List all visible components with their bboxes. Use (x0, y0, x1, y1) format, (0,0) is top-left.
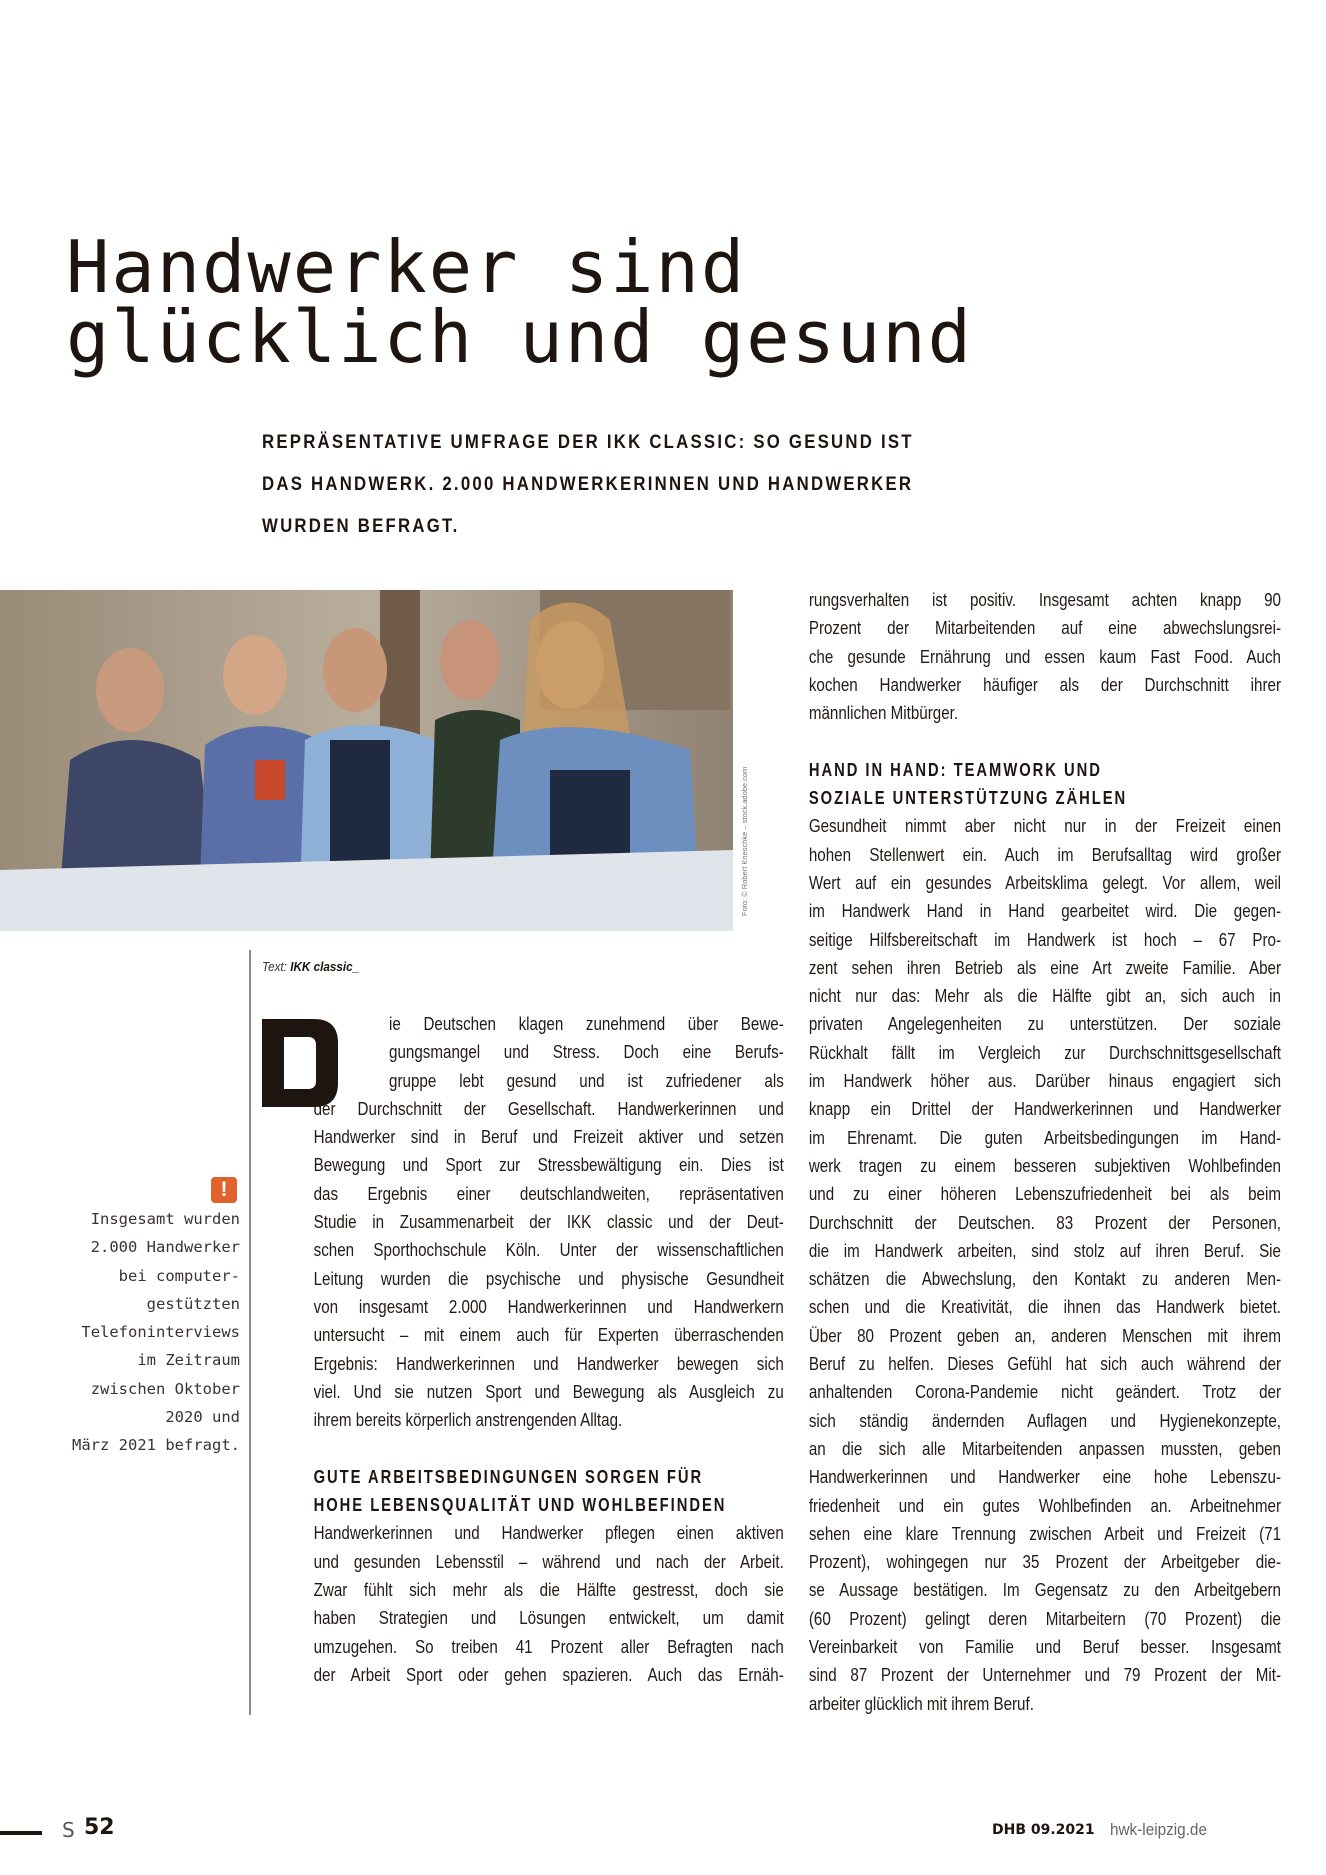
right-column (757, 586, 1282, 1718)
body-line: Handwerkerinnen und Handwerker eine hohe Lebenszu- (808, 1466, 1282, 1488)
body-line: Prozent der Mitarbeitenden auf eine abwechslungsrei- (808, 617, 1282, 639)
section-heading: HOHE LEBENSQUALITÄT UND WOHLBEFINDEN (313, 1495, 727, 1516)
body-line: gruppe lebt gesund und ist zufriedener als (389, 1069, 784, 1091)
info-sidebar (52, 1205, 240, 1460)
sidebar-line: März 2021 befragt. (72, 1436, 240, 1455)
body-line: sehen eine klare Trennung zwischen Arbeit und Freizeit (71 (808, 1522, 1282, 1544)
sidebar-line: Telefoninterviews (81, 1323, 240, 1342)
body-line: und gesunden Lebensstil – während und nach der Arbeit. (313, 1550, 784, 1572)
body-line: Handwerkerinnen und Handwerker pflegen einen aktiven (313, 1522, 784, 1544)
body-line: che gesunde Ernährung und essen kaum Fast Food. Auch (808, 645, 1282, 667)
body-line: untersucht – mit einem auch für Experten überraschenden (313, 1324, 784, 1346)
sidebar-line: bei computer- (118, 1266, 240, 1285)
section-heading: SOZIALE UNTERSTÜTZUNG ZÄHLEN (808, 788, 1128, 809)
sidebar-line: zwischen Oktober (90, 1379, 240, 1398)
body-line: die im Handwerk arbeiten, sind stolz auf ihren Beruf. Sie (808, 1239, 1282, 1261)
body-line: und zu einer höheren Lebenszufriedenheit bei als beim (808, 1183, 1282, 1205)
body-line: Ergebnis: Handwerkerinnen und Handwerker bewegen sich (313, 1352, 784, 1374)
body-line: Prozent), wohingegen nur 35 Prozent der Arbeitgeber die- (808, 1551, 1282, 1573)
body-line: schen Sporthochschule Köln. Unter der wissenschaftlichen (313, 1239, 784, 1261)
body-line: schen und die Kreativität, die ihnen das Handwerk bietet. (808, 1296, 1282, 1318)
body-line: der Arbeit Sport oder gehen spazieren. Auch das Ernäh- (313, 1663, 784, 1685)
body-line: zent sehen ihren Betrieb als eine Art zweite Familie. Aber (808, 956, 1282, 978)
body-line: arbeiter glücklich mit ihrem Beruf. (808, 1692, 1034, 1714)
byline-label: Text: (262, 959, 291, 974)
body-line: Studie in Zusammenarbeit der IKK classic und der Deut- (313, 1211, 784, 1233)
body-line: Zwar fühlt sich mehr als die Hälfte gestresst, doch sie (313, 1578, 784, 1600)
body-line: sind 87 Prozent der Unternehmer und 79 Prozent der Mit- (808, 1664, 1282, 1686)
body-line: nicht nur das: Mehr als die Hälfte gibt an, sich auch in (808, 985, 1282, 1007)
body-line: gungsmangel und Stress. Doch eine Berufs- (389, 1041, 784, 1063)
exclamation-icon: ! (211, 1177, 237, 1203)
byline (262, 959, 359, 974)
page-prefix: S (62, 1818, 75, 1842)
sidebar-line: Insgesamt wurden (90, 1210, 240, 1228)
body-line: Vereinbarkeit von Familie und Beruf besser. Insgesamt (808, 1635, 1282, 1657)
body-line: ie Deutschen klagen zunehmend über Bewe- (389, 1013, 784, 1034)
body-line: rungsverhalten ist positiv. Insgesamt achten knapp 90 (808, 589, 1282, 610)
body-line: im Handwerk höher aus. Darüber hinaus engagiert sich (808, 1070, 1282, 1092)
sidebar-line: 2020 und (165, 1408, 240, 1427)
title-line: glücklich und gesund (66, 295, 973, 379)
sidebar-line: gestützten (146, 1294, 240, 1313)
body-line: Bewegung und Sport zur Stressbewältigung ein. Dies ist (313, 1154, 784, 1176)
subtitle-line: DAS HANDWERK. 2.000 HANDWERKERINNEN UND HANDWERKER (262, 473, 914, 495)
body-line: sich ständig ändernden Auflagen und Hygienekonzepte, (808, 1409, 1282, 1431)
sidebar-line: im Zeitraum (137, 1351, 240, 1370)
body-line: knapp ein Drittel der Handwerkerinnen und Handwerker (808, 1098, 1282, 1120)
body-line: anhaltenden Corona-Pandemie nicht geändert. Trotz der (808, 1381, 1282, 1403)
body-line: Durchschnitt der Deutschen. 83 Prozent der Personen, (808, 1211, 1282, 1233)
body-line: kochen Handwerker häufiger als der Durchschnitt ihrer (808, 673, 1282, 695)
body-line: friedenheit und ein gutes Wohlbefinden an. Arbeitnehmer (808, 1494, 1282, 1516)
article-subtitle (262, 421, 1019, 547)
body-line: umzugehen. So treiben 41 Prozent aller Befragten nach (313, 1635, 784, 1657)
body-line: werk tragen zu einem besseren subjektiven Wohlbefinden (808, 1154, 1282, 1176)
footer-bar (0, 1831, 42, 1835)
body-line: von insgesamt 2.000 Handwerkerinnen und Handwerkern (313, 1295, 784, 1317)
body-line: schätzen die Abwechslung, den Kontakt zu anderen Men- (808, 1268, 1282, 1290)
website-link[interactable]: hwk-leipzig.de (1110, 1820, 1207, 1839)
article-title (66, 225, 973, 379)
byline-author: IKK classic_ (290, 959, 360, 974)
body-line: Über 80 Prozent geben an, anderen Menschen mit ihrem (808, 1324, 1282, 1346)
body-line: Leitung wurden die psychische und physische Gesundheit (313, 1267, 784, 1289)
body-line: Beruf zu helfen. Dieses Gefühl hat sich auch während der (808, 1353, 1282, 1375)
issue-label: DHB 09.2021 (992, 1822, 1095, 1838)
body-line: seitige Hilfsbereitschaft im Handwerk ist hoch – 67 Pro- (808, 928, 1282, 950)
body-line: Gesundheit nimmt aber nicht nur in der Freizeit einen (808, 815, 1282, 837)
title-line: Handwerker sind (66, 225, 747, 309)
page-number: 52 (84, 1815, 115, 1840)
body-line: Wert auf ein gesundes Arbeitsklima gelegt. Vor allem, weil (808, 871, 1282, 893)
middle-column (262, 1010, 784, 1689)
body-line: Rückhalt fällt im Vergleich zur Durchschnittsgesellschaft (808, 1041, 1282, 1063)
subtitle-line: WURDEN BEFRAGT. (262, 515, 460, 537)
body-line: männlichen Mitbürger. (808, 702, 959, 724)
body-line: se Aussage bestätigen. Im Gegensatz zu den Arbeitgebern (808, 1579, 1282, 1601)
body-line: hohen Stellenwert ein. Auch im Berufsalltag wird großer (808, 843, 1282, 865)
body-line: ihrem bereits körperlich anstrengenden Alltag. (313, 1409, 623, 1431)
column-divider (249, 950, 251, 1715)
sidebar-line: 2.000 Handwerker (90, 1238, 240, 1257)
body-line: Handwerker sind in Beruf und Freizeit aktiver und setzen (313, 1126, 784, 1148)
article-photo-craftsmen-team (0, 590, 733, 931)
photo-credit: Foto: © Robert Kneschke – stock.adobe.com (740, 766, 749, 916)
body-line: im Handwerk Hand in Hand gearbeitet wird. Die gegen- (808, 900, 1282, 922)
body-line: im Ehrenamt. Die guten Arbeitsbedingungen im Hand- (808, 1126, 1282, 1148)
section-heading: GUTE ARBEITSBEDINGUNGEN SORGEN FÜR (313, 1466, 704, 1487)
body-line: viel. Und sie nutzen Sport und Bewegung als Ausgleich zu (313, 1380, 784, 1402)
body-line: der Durchschnitt der Gesellschaft. Handwerkerinnen und (313, 1097, 784, 1119)
body-line: (60 Prozent) gelingt deren Mitarbeitern (70 Prozent) die (808, 1607, 1282, 1629)
body-line: an die sich alle Mitarbeitenden anpassen mussten, geben (808, 1437, 1282, 1459)
body-line: privaten Angelegenheiten zu unterstützen. Der soziale (808, 1013, 1282, 1035)
subtitle-line: REPRÄSENTATIVE UMFRAGE DER IKK CLASSIC: SO GESUND IST (262, 431, 914, 453)
body-line: das Ergebnis einer deutschlandweiten, repräsentativen (313, 1182, 784, 1204)
section-heading: HAND IN HAND: TEAMWORK UND (808, 759, 1102, 780)
body-line: haben Strategien und Lösungen entwickelt, um damit (313, 1607, 784, 1629)
